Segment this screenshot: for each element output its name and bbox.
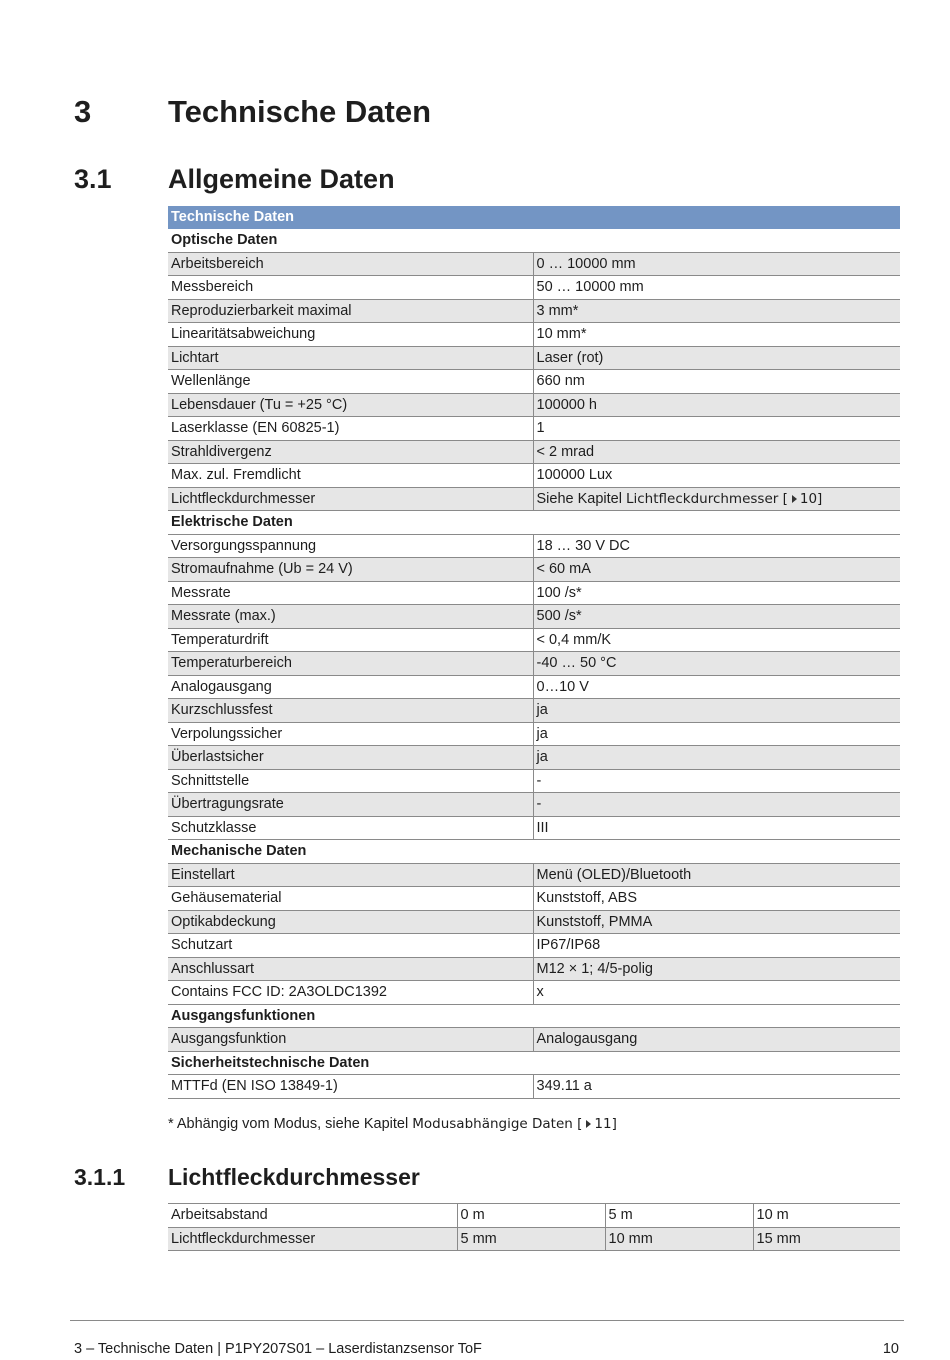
parameter-cell: Temperaturdrift [168, 628, 533, 652]
parameter-cell: Laserklasse (EN 60825-1) [168, 417, 533, 441]
group-title: Elektrische Daten [168, 511, 900, 535]
value-cell: Menü (OLED)/Bluetooth [533, 863, 900, 887]
value-cell: 660 nm [533, 370, 900, 394]
section-title: Allgemeine Daten [168, 164, 395, 194]
table-row [168, 699, 900, 723]
value-cell: Analogausgang [533, 1028, 900, 1052]
group-header-row [168, 229, 900, 253]
value-cell: < 2 mrad [533, 440, 900, 464]
parameter-cell: Schnittstelle [168, 769, 533, 793]
parameter-cell: Messrate [168, 581, 533, 605]
parameter-cell: Anschlussart [168, 957, 533, 981]
value-cell: 100 /s* [533, 581, 900, 605]
value-cell: 0 … 10000 mm [533, 252, 900, 276]
value-cell: 5 m [605, 1204, 753, 1228]
group-title: Sicherheitstechnische Daten [168, 1051, 900, 1075]
value-cell: 10 mm [605, 1227, 753, 1251]
page-number: 10 [882, 1341, 899, 1357]
parameter-cell: Überlastsicher [168, 746, 533, 770]
table-row [168, 769, 900, 793]
table-row [168, 1028, 900, 1052]
table-row [168, 393, 900, 417]
parameter-cell: Optikabdeckung [168, 910, 533, 934]
value-cell: M12 × 1; 4/5-polig [533, 957, 900, 981]
table-row [168, 605, 900, 629]
chapter-link[interactable]: Lichtfleckdurchmesser [ 10] [625, 490, 823, 507]
parameter-cell: Versorgungsspannung [168, 534, 533, 558]
parameter-cell: Lichtart [168, 346, 533, 370]
table-row [168, 981, 900, 1005]
spot-diameter-table [168, 1203, 900, 1251]
parameter-cell: Messrate (max.) [168, 605, 533, 629]
value-cell: -40 … 50 °C [533, 652, 900, 676]
arrow-right-icon [792, 495, 797, 503]
value-cell: ja [533, 699, 900, 723]
group-header-row [168, 1051, 900, 1075]
table-row [168, 628, 900, 652]
table-row [168, 370, 900, 394]
table-row [168, 252, 900, 276]
group-header-row [168, 1004, 900, 1028]
value-cell: 10 mm* [533, 323, 900, 347]
value-cell: 349.11 a [533, 1075, 900, 1099]
table-row [168, 323, 900, 347]
table-row [168, 276, 900, 300]
table-row [168, 581, 900, 605]
parameter-cell: Arbeitsabstand [168, 1204, 457, 1228]
value-cell: ja [533, 746, 900, 770]
footnote-text: * Abhängig vom Modus, siehe Kapitel [168, 1116, 413, 1132]
subsection-title: Lichtfleckdurchmesser [168, 1164, 420, 1190]
table-row [168, 440, 900, 464]
value-cell: ja [533, 722, 900, 746]
parameter-cell: Wellenlänge [168, 370, 533, 394]
table-row [168, 957, 900, 981]
value-cell: 500 /s* [533, 605, 900, 629]
parameter-cell: Strahldivergenz [168, 440, 533, 464]
group-title: Optische Daten [168, 229, 900, 253]
footnote-ref[interactable]: [ 11] [572, 1116, 617, 1132]
table-row [168, 675, 900, 699]
parameter-cell: Stromaufnahme (Ub = 24 V) [168, 558, 533, 582]
parameter-cell: Schutzart [168, 934, 533, 958]
table-row [168, 1227, 900, 1251]
table-row [168, 417, 900, 441]
table-row [168, 534, 900, 558]
value-cell: < 0,4 mm/K [533, 628, 900, 652]
value-cell: 0…10 V [533, 675, 900, 699]
value-cell: - [533, 769, 900, 793]
section-number: 3.1 [74, 164, 112, 194]
parameter-cell: Reproduzierbarkeit maximal [168, 299, 533, 323]
value-cell: 1 [533, 417, 900, 441]
spec-table [168, 206, 900, 1099]
value-cell: 100000 Lux [533, 464, 900, 488]
parameter-cell: Lebensdauer (Tu = +25 °C) [168, 393, 533, 417]
table-row [168, 887, 900, 911]
table-row [168, 910, 900, 934]
parameter-cell: Lichtfleckdurchmesser [168, 487, 533, 511]
value-cell: x [533, 981, 900, 1005]
value-cell: 3 mm* [533, 299, 900, 323]
parameter-cell: Übertragungsrate [168, 793, 533, 817]
parameter-cell: Kurzschlussfest [168, 699, 533, 723]
parameter-cell: Max. zul. Fremdlicht [168, 464, 533, 488]
value-cell: Kunststoff, ABS [533, 887, 900, 911]
value-prefix: Siehe Kapitel [536, 490, 626, 507]
table-row [168, 1075, 900, 1099]
value-cell: 15 mm [753, 1227, 900, 1251]
table-row [168, 793, 900, 817]
value-cell: IP67/IP68 [533, 934, 900, 958]
value-cell: < 60 mA [533, 558, 900, 582]
footnote-page: 11 [594, 1116, 612, 1132]
footer-text: 3 – Technische Daten | P1PY207S01 – Laserdistanzsensor ToF [74, 1341, 482, 1357]
value-cell: III [533, 816, 900, 840]
value-cell: 100000 h [533, 393, 900, 417]
value-cell: 50 … 10000 mm [533, 276, 900, 300]
table-row [168, 746, 900, 770]
value-cell: - [533, 793, 900, 817]
parameter-cell: Gehäusematerial [168, 887, 533, 911]
table-row [168, 464, 900, 488]
table-header-row [168, 206, 900, 229]
parameter-cell: Linearitätsabweichung [168, 323, 533, 347]
table-row [168, 346, 900, 370]
footnote [168, 1116, 617, 1132]
subsection-number: 3.1.1 [74, 1164, 126, 1190]
parameter-cell: Verpolungssicher [168, 722, 533, 746]
value-cell: Kunststoff, PMMA [533, 910, 900, 934]
table-row [168, 863, 900, 887]
parameter-cell: Ausgangsfunktion [168, 1028, 533, 1052]
value-cell: 5 mm [457, 1227, 605, 1251]
parameter-cell: Contains FCC ID: 2A3OLDC1392 [168, 981, 533, 1005]
footer-divider [70, 1320, 904, 1321]
chapter-title: Technische Daten [168, 94, 432, 129]
parameter-cell: Messbereich [168, 276, 533, 300]
parameter-cell: Schutzklasse [168, 816, 533, 840]
parameter-cell: Temperaturbereich [168, 652, 533, 676]
table-row [168, 816, 900, 840]
value-cell [533, 487, 900, 511]
chapter-number: 3 [74, 94, 92, 129]
group-title: Mechanische Daten [168, 840, 900, 864]
table-row [168, 299, 900, 323]
parameter-cell: MTTFd (EN ISO 13849-1) [168, 1075, 533, 1099]
parameter-cell: Lichtfleckdurchmesser [168, 1227, 457, 1251]
value-cell: Laser (rot) [533, 346, 900, 370]
parameter-cell: Analogausgang [168, 675, 533, 699]
arrow-right-icon [586, 1120, 591, 1128]
parameter-cell: Einstellart [168, 863, 533, 887]
group-header-row [168, 511, 900, 535]
value-cell: 10 m [753, 1204, 900, 1228]
group-header-row [168, 840, 900, 864]
table-row [168, 652, 900, 676]
value-cell: 18 … 30 V DC [533, 534, 900, 558]
footnote-link[interactable]: Modusabhängige Daten [412, 1116, 573, 1132]
table-row [168, 722, 900, 746]
parameter-cell: Arbeitsbereich [168, 252, 533, 276]
value-cell: 0 m [457, 1204, 605, 1228]
table-row [168, 1204, 900, 1228]
table-row [168, 934, 900, 958]
group-title: Ausgangsfunktionen [168, 1004, 900, 1028]
table-row [168, 558, 900, 582]
table-header-cell: Technische Daten [168, 206, 900, 229]
table-row [168, 487, 900, 511]
